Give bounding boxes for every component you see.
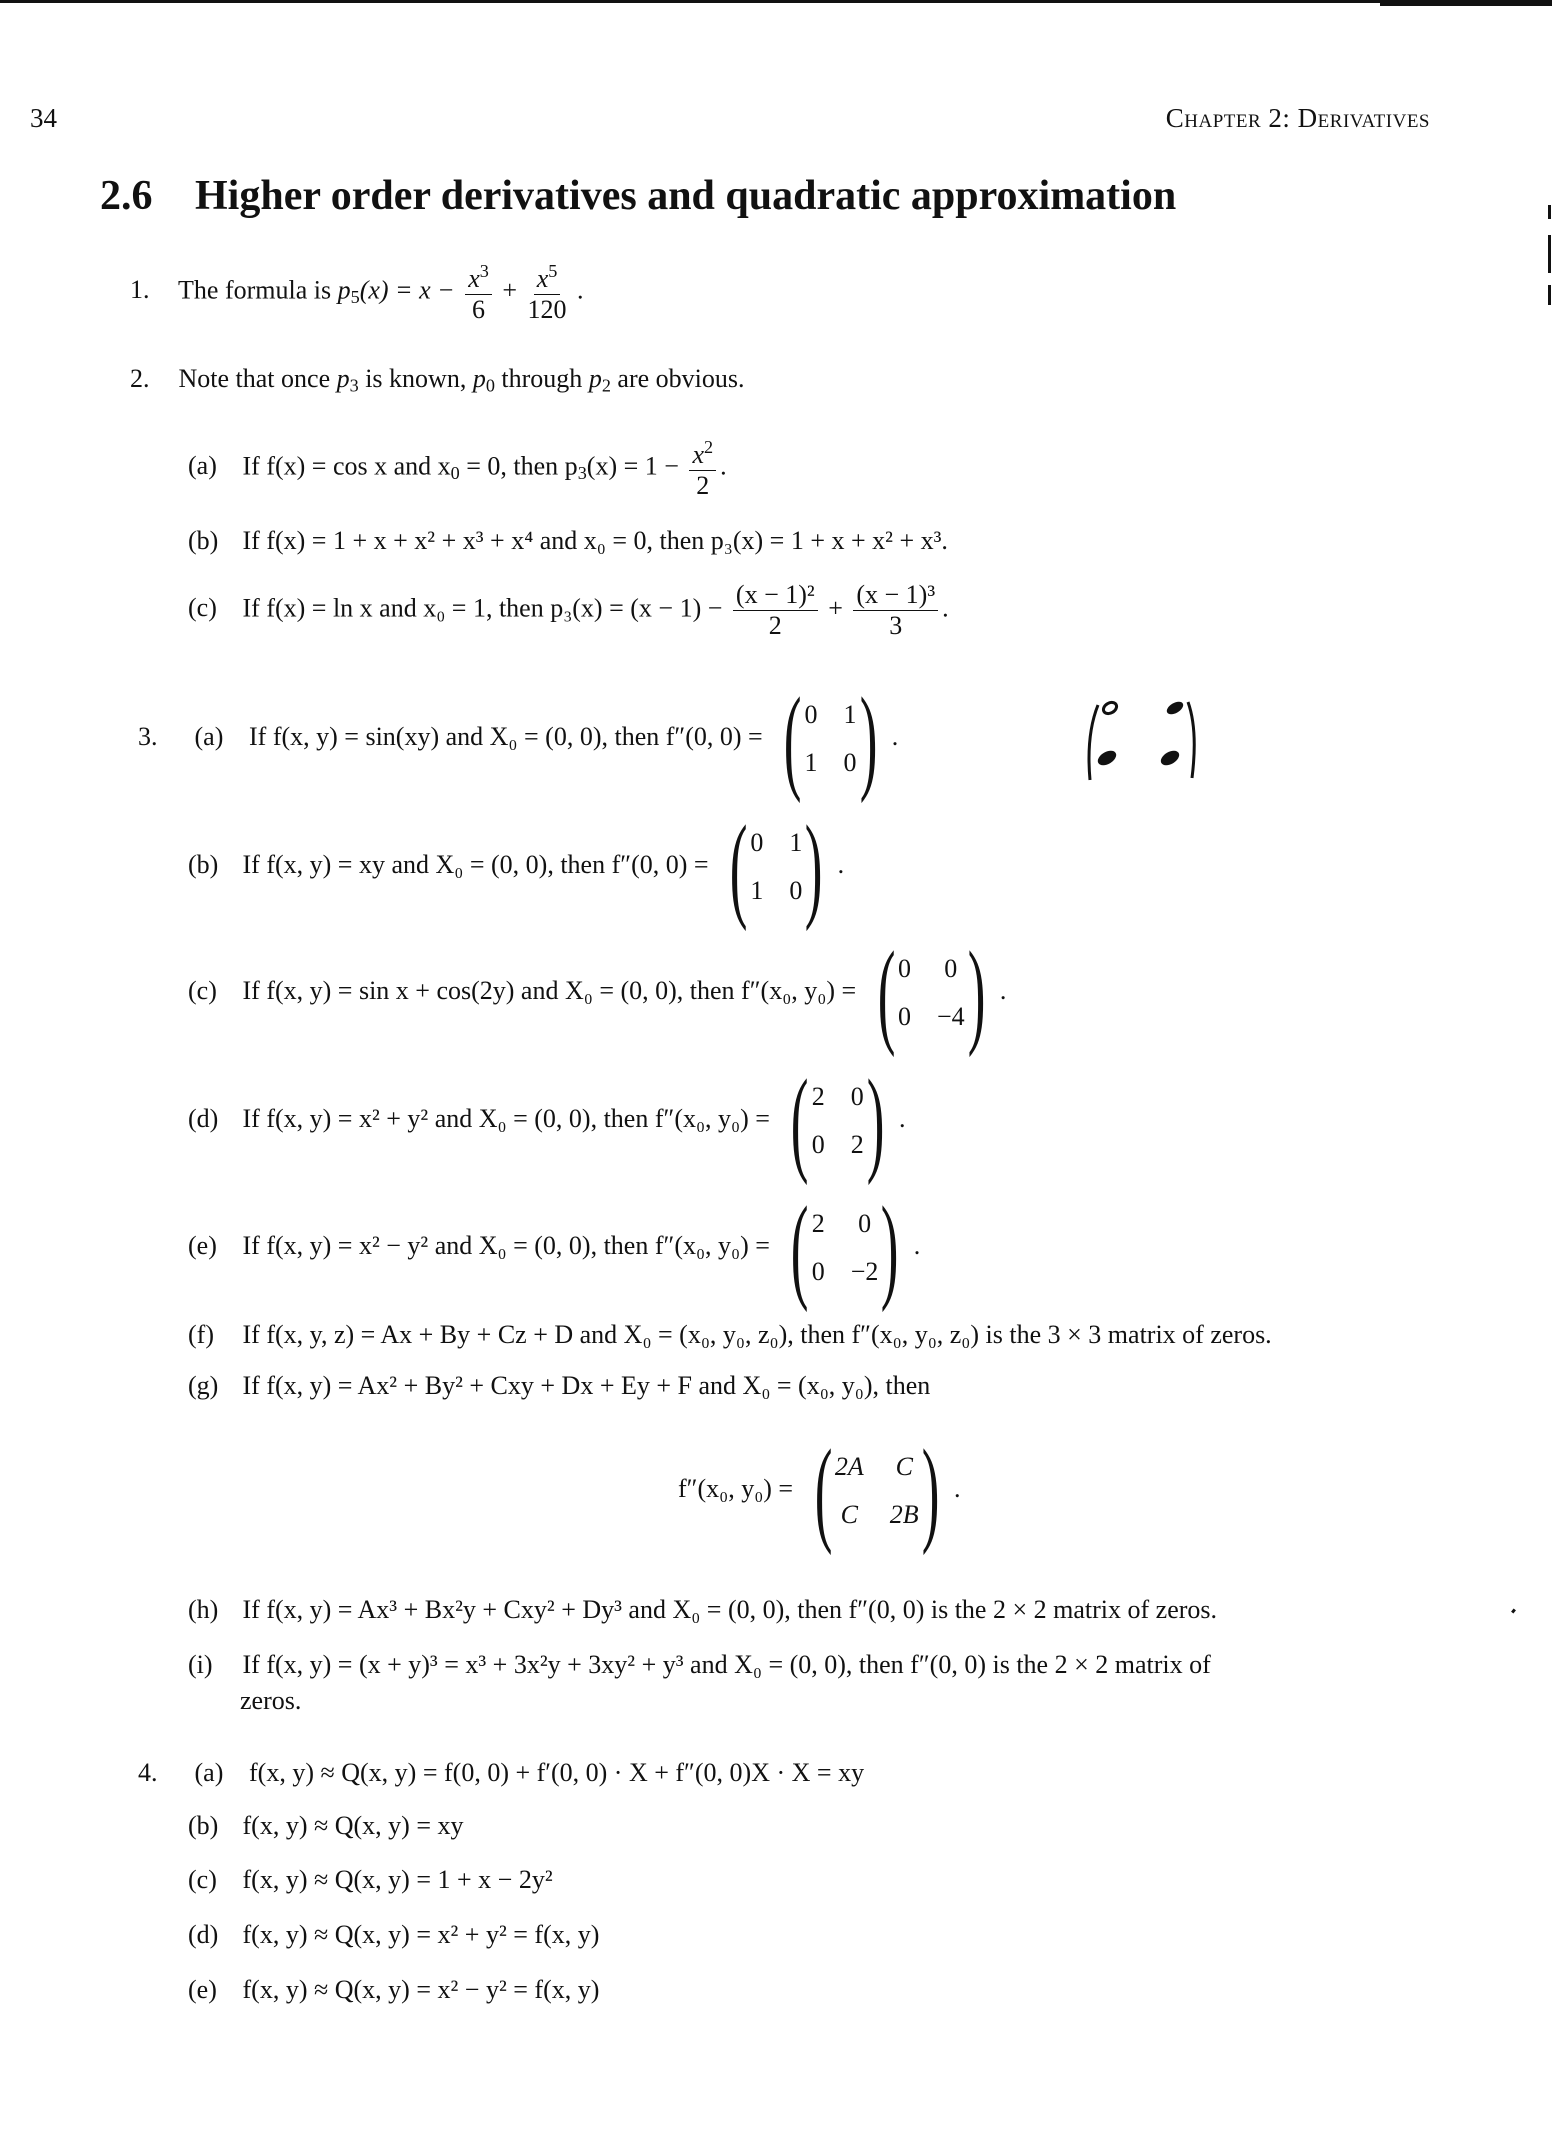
exercise-3i-continuation: zeros. bbox=[240, 1686, 302, 1715]
punct: . bbox=[913, 1230, 921, 1260]
sub-item-label: (i) bbox=[188, 1650, 213, 1679]
left-paren: ( bbox=[814, 1425, 833, 1556]
punct: . bbox=[899, 1103, 906, 1133]
punct: . bbox=[577, 275, 584, 305]
exercise-3c bbox=[188, 927, 1007, 1058]
math-sub: 0 bbox=[450, 463, 460, 484]
matrix bbox=[773, 673, 888, 804]
item-text: The formula is bbox=[178, 275, 332, 305]
item-text: are obvious. bbox=[617, 364, 745, 393]
exercise-4d bbox=[188, 1922, 599, 1948]
exercise-1 bbox=[130, 262, 584, 323]
section-title: Higher order derivatives and quadratic approximation bbox=[195, 173, 1177, 219]
math-sub: 5 bbox=[350, 287, 360, 308]
matrix bbox=[804, 1425, 950, 1556]
punct: . bbox=[942, 593, 949, 623]
item-text: f(x, y) ≈ Q(x, y) = x² + y² = f(x, y) bbox=[242, 1920, 600, 1949]
exercise-3h bbox=[188, 1597, 1217, 1623]
matrix-cell: 0 bbox=[811, 1130, 825, 1159]
matrix-cell: 0 bbox=[789, 876, 803, 905]
item-number: 2. bbox=[130, 364, 150, 393]
right-paren: ) bbox=[881, 1182, 899, 1313]
sub-item-label: (g) bbox=[188, 1371, 219, 1400]
matrix-cell: −4 bbox=[936, 1002, 965, 1031]
scan-edge-mark bbox=[1548, 285, 1551, 305]
exercise-3a bbox=[138, 673, 899, 804]
frac-num: (x − 1)³ bbox=[853, 582, 938, 611]
sub-item-label: (b) bbox=[188, 849, 219, 879]
right-paren: ) bbox=[921, 1425, 940, 1556]
matrix-cell: C bbox=[840, 1500, 859, 1529]
punct: . bbox=[999, 975, 1007, 1005]
sub-item-label: (d) bbox=[188, 1920, 219, 1949]
item-text: If f(x) = cos x and x bbox=[242, 451, 451, 481]
matrix bbox=[780, 1182, 909, 1313]
sub-item-label: (a) bbox=[194, 1758, 224, 1787]
handwritten-matrix-annotation bbox=[1080, 690, 1210, 785]
item-text: Note that once bbox=[178, 364, 331, 393]
exercise-2 bbox=[130, 366, 745, 395]
matrix-cell: 0 bbox=[897, 1002, 911, 1031]
punct: . bbox=[891, 721, 899, 751]
math-sub: 3 bbox=[577, 463, 587, 484]
sub-item-label: (c) bbox=[188, 593, 217, 623]
matrix-cell: 2 bbox=[850, 1130, 864, 1159]
right-paren: ) bbox=[967, 927, 986, 1058]
matrix bbox=[780, 1055, 895, 1186]
matrix bbox=[719, 801, 834, 932]
sub-item-label: (b) bbox=[188, 526, 219, 555]
sub-item-label: (e) bbox=[188, 1975, 217, 2004]
frac-den: 6 bbox=[472, 295, 486, 324]
fraction bbox=[689, 438, 716, 499]
math-p: p bbox=[337, 275, 351, 305]
left-paren: ( bbox=[877, 927, 896, 1058]
exercise-4e bbox=[188, 1977, 599, 2003]
sub-item-label: (e) bbox=[188, 1230, 217, 1260]
sub-item-label: (d) bbox=[188, 1103, 219, 1133]
matrix-cell: 0 bbox=[897, 954, 911, 983]
item-text: If f(x, y) = x² + y² and X₀ = (0, 0), then f″(x₀, y₀) = bbox=[242, 1103, 770, 1133]
fraction bbox=[733, 582, 818, 639]
punct: . bbox=[837, 849, 845, 879]
matrix-cell: 1 bbox=[789, 828, 803, 857]
fraction bbox=[465, 262, 492, 323]
left-paren: ( bbox=[791, 1055, 809, 1186]
display-lhs: f″(x₀, y₀) = bbox=[678, 1473, 794, 1503]
matrix-cell: 1 bbox=[750, 876, 764, 905]
item-number: 1. bbox=[130, 275, 150, 305]
math-sub: 3 bbox=[349, 375, 359, 396]
punct: . bbox=[720, 451, 727, 481]
item-number: 4. bbox=[138, 1758, 158, 1787]
matrix-cell: −2 bbox=[850, 1257, 879, 1286]
item-text: If f(x, y) = (x + y)³ = x³ + 3x²y + 3xy² + y³ and X₀ = (0, 0), then f″(0, 0) is the 2 × 2 matrix of bbox=[242, 1650, 1211, 1679]
item-text: If f(x, y, z) = Ax + By + Cz + D and X₀ = (x₀, y₀, z₀), then f″(x₀, y₀, z₀) is the 3 × 3 matrix of zeros. bbox=[242, 1320, 1272, 1349]
math-p: p bbox=[336, 364, 350, 393]
matrix-cell: 1 bbox=[843, 700, 857, 729]
item-text: If f(x, y) = Ax³ + Bx²y + Cxy² + Dy³ and X₀ = (0, 0), then f″(0, 0) is the 2 × 2 matrix of zeros. bbox=[242, 1595, 1218, 1624]
frac-den: 3 bbox=[889, 611, 903, 640]
sub-item-label: (c) bbox=[188, 975, 217, 1005]
punct: . bbox=[953, 1473, 961, 1503]
matrix bbox=[867, 927, 996, 1058]
math-expr: (x) = x − bbox=[359, 275, 455, 305]
math-p: p bbox=[472, 364, 486, 393]
left-paren: ( bbox=[784, 673, 802, 804]
sub-item-label: (b) bbox=[188, 1811, 219, 1840]
right-paren: ) bbox=[805, 801, 823, 932]
frac-num: x bbox=[536, 264, 549, 293]
scan-top-border-smudge bbox=[1380, 0, 1552, 6]
exercise-2a bbox=[188, 438, 727, 499]
math-op: + bbox=[828, 593, 843, 623]
matrix-cell: 0 bbox=[850, 1082, 864, 1111]
math-op: + bbox=[502, 275, 518, 305]
running-head: Chapter 2: Derivatives bbox=[1165, 103, 1430, 133]
section-number: 2.6 bbox=[100, 173, 153, 219]
matrix-cell: 0 bbox=[750, 828, 764, 857]
scan-top-border bbox=[0, 0, 1552, 3]
item-text: If f(x, y) = xy and X₀ = (0, 0), then f″(0, 0) = bbox=[242, 849, 709, 879]
left-paren: ( bbox=[791, 1182, 809, 1313]
exercise-4b bbox=[188, 1813, 464, 1839]
item-text: If f(x, y) = x² − y² and X₀ = (0, 0), then f″(x₀, y₀) = bbox=[242, 1230, 770, 1260]
matrix-cell: C bbox=[895, 1452, 913, 1481]
frac-den: 2 bbox=[696, 471, 710, 500]
exercise-4c bbox=[188, 1867, 553, 1893]
item-text: f(x, y) ≈ Q(x, y) = xy bbox=[242, 1811, 464, 1840]
scan-edge-mark bbox=[1548, 205, 1551, 219]
math-sub: 2 bbox=[601, 375, 611, 396]
math-sub: 0 bbox=[485, 375, 495, 396]
item-text: = 0, then p bbox=[466, 451, 578, 481]
frac-sup: 3 bbox=[479, 261, 489, 281]
matrix-cell: 1 bbox=[804, 748, 818, 777]
matrix-cell: 0 bbox=[944, 954, 958, 983]
sub-item-label: (h) bbox=[188, 1595, 219, 1624]
matrix-cell: 0 bbox=[811, 1257, 825, 1286]
matrix-cell: 2 bbox=[811, 1082, 825, 1111]
right-paren: ) bbox=[866, 1055, 885, 1186]
fraction bbox=[528, 262, 567, 323]
exercise-3b bbox=[188, 801, 845, 932]
frac-num: x bbox=[692, 440, 704, 469]
item-text: f(x, y) ≈ Q(x, y) = x² − y² = f(x, y) bbox=[242, 1975, 600, 2004]
item-text: is known, bbox=[365, 364, 467, 393]
section-heading bbox=[100, 172, 1176, 220]
math-p: p bbox=[588, 364, 602, 393]
frac-num: (x − 1)² bbox=[733, 582, 818, 611]
frac-num: x bbox=[468, 264, 480, 293]
item-text: If f(x, y) = Ax² + By² + Cxy + Dx + Ey + F and X₀ = (x₀, y₀), then bbox=[242, 1371, 931, 1400]
item-text: If f(x, y) = sin x + cos(2y) and X₀ = (0, 0), then f″(x₀, y₀) = bbox=[242, 975, 857, 1005]
matrix-cell: 2 bbox=[811, 1209, 825, 1238]
item-number: 3. bbox=[138, 721, 158, 751]
scan-speck bbox=[1511, 1609, 1516, 1614]
fraction bbox=[853, 582, 938, 639]
sub-item-label: (c) bbox=[188, 1865, 217, 1894]
item-text: through bbox=[501, 364, 583, 393]
sub-item-label: (a) bbox=[194, 721, 224, 751]
sub-item-label: (a) bbox=[188, 451, 217, 481]
exercise-2b bbox=[188, 528, 948, 554]
item-text: f(x, y) ≈ Q(x, y) = f(0, 0) + f′(0, 0) · X + f″(0, 0)X · X = xy bbox=[249, 1758, 865, 1787]
page-number: 34 bbox=[30, 103, 57, 133]
frac-den: 2 bbox=[768, 611, 782, 640]
matrix-cell: 2A bbox=[834, 1452, 864, 1481]
item-text: f(x, y) ≈ Q(x, y) = 1 + x − 2y² bbox=[242, 1865, 553, 1894]
left-paren: ( bbox=[729, 801, 748, 932]
item-text: If f(x) = ln x and x₀ = 1, then p₃(x) = (x − 1) − bbox=[242, 593, 723, 623]
frac-den: 120 bbox=[527, 295, 567, 324]
matrix-cell: 0 bbox=[858, 1209, 872, 1238]
item-text: (x) = 1 − bbox=[586, 451, 679, 481]
matrix-cell: 0 bbox=[843, 748, 857, 777]
exercise-3i bbox=[188, 1652, 1211, 1678]
exercise-2c bbox=[188, 582, 949, 639]
matrix-cell: 0 bbox=[804, 700, 818, 729]
exercise-3d bbox=[188, 1055, 906, 1186]
sub-item-label: (f) bbox=[188, 1320, 214, 1349]
frac-sup: 2 bbox=[703, 437, 714, 457]
matrix-cell: 2B bbox=[889, 1500, 919, 1529]
exercise-4a bbox=[138, 1760, 864, 1786]
item-text: If f(x) = 1 + x + x² + x³ + x⁴ and x₀ = 0, then p₃(x) = 1 + x + x² + x³. bbox=[242, 526, 948, 555]
frac-sup: 5 bbox=[548, 261, 558, 281]
exercise-3g bbox=[188, 1373, 930, 1399]
scan-edge-mark bbox=[1548, 235, 1551, 273]
exercise-3g-display bbox=[678, 1425, 961, 1556]
item-text: If f(x, y) = sin(xy) and X₀ = (0, 0), then f″(0, 0) = bbox=[249, 721, 763, 751]
exercise-3f bbox=[188, 1322, 1272, 1348]
exercise-3e bbox=[188, 1182, 921, 1313]
right-paren: ) bbox=[859, 673, 877, 804]
